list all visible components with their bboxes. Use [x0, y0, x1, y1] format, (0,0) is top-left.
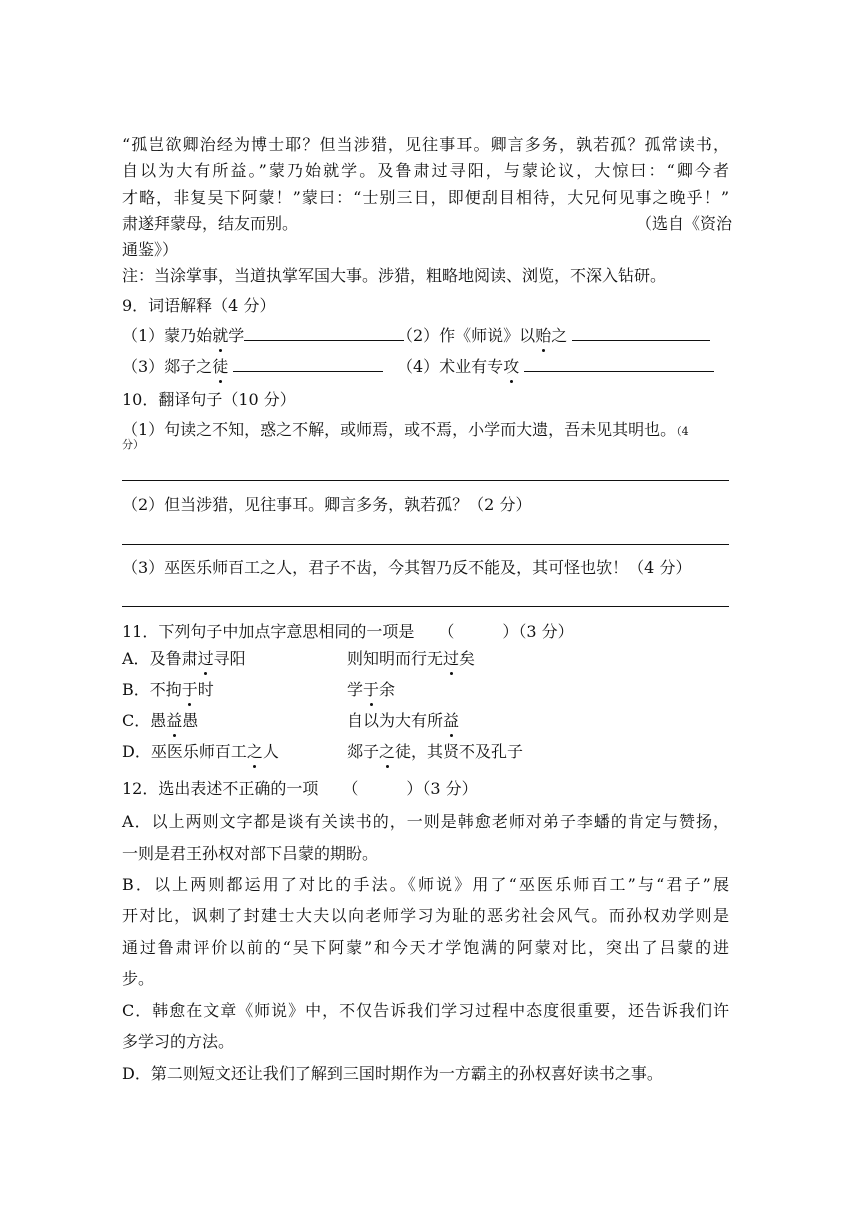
answer-blank[interactable]: [572, 326, 710, 341]
q10-sentence-1: （1）句读之不知，惑之不解，或师焉，或不焉，小学而大遗，吾未见其明也。（4: [122, 420, 689, 439]
q12-option-c: C．韩愈在文章《师说》中，不仅告诉我们学习过程中态度很重要，还告诉我们许: [122, 1001, 729, 1020]
passage-source: （选自《资治: [636, 214, 733, 233]
passage-line: 肃遂拜蒙母，结友而别。: [122, 214, 299, 233]
q11-option-a: A．及鲁肃过寻阳: [122, 649, 246, 668]
q12-option-b-cont: 开对比，讽刺了封建士大夫以向老师学习为耻的恶劣社会风气。而孙权劝学则是: [122, 906, 729, 925]
q12-option-b-cont: 通过鲁肃评价以前的“吴下阿蒙”和今天才学饱满的阿蒙对比，突出了吕蒙的进: [122, 938, 729, 957]
q9-item-3: （3）郯子之徒: [122, 356, 383, 378]
answer-line[interactable]: [122, 480, 729, 481]
passage-line: “孤岂欲卿治经为博士耶？但当涉猎，见往事耳。卿言多务，孰若孤？孤常读书，: [122, 135, 729, 154]
passage-line: 才略，非复吴下阿蒙！”蒙曰：“士别三日，即便刮目相待，大兄何见事之晚乎！”: [122, 188, 729, 207]
question-12-title: 12．选出表述不正确的一项 （ ）（3 分）: [122, 779, 478, 798]
passage-note: 注：当涂掌事，当道执掌军国大事。涉猎，粗略地阅读、浏览，不深入钻研。: [122, 266, 667, 285]
q12-option-b-cont: 步。: [122, 969, 155, 988]
q12-option-b: B．以上两则都运用了对比的手法。《师说》用了“巫医乐师百工”与“君子”展: [122, 875, 729, 894]
answer-blank[interactable]: [233, 357, 383, 372]
q10-sentence-3: （3）巫医乐师百工之人，君子不齿，今其智乃反不能及，其可怪也欤！（4 分）: [122, 558, 692, 577]
q12-option-c-cont: 多学习的方法。: [122, 1032, 235, 1051]
question-10-title: 10．翻译句子（10 分）: [122, 390, 296, 409]
q12-option-a-cont: 一则是君王孙权对部下吕蒙的期盼。: [122, 844, 379, 863]
answer-line[interactable]: [122, 544, 729, 545]
q9-item-2: （2）作《师说》以贻之: [397, 325, 710, 347]
answer-blank[interactable]: [244, 326, 404, 341]
q11-option-b: B．不拘于时: [122, 680, 214, 699]
q11-option-d: D．巫医乐师百工之人: [122, 742, 279, 761]
answer-line[interactable]: [122, 606, 729, 607]
q11-option-d-compare: 郯子之徒，其贤不及孔子: [347, 742, 524, 761]
question-9-title: 9．词语解释（4 分）: [122, 296, 276, 315]
q9-item-1: （1）蒙乃始就学: [122, 325, 404, 347]
answer-blank[interactable]: [524, 357, 714, 372]
passage-line: 自以为大有所益。”蒙乃始就学。及鲁肃过寻阳，与蒙论议，大惊曰：“卿今者: [122, 161, 729, 180]
q12-option-a: A．以上两则文字都是谈有关读书的，一则是韩愈老师对弟子李蟠的肯定与赞扬，: [122, 812, 729, 831]
question-11-title: 11．下列句子中加点字意思相同的一项是 （ ）（3 分）: [122, 622, 574, 641]
q12-option-d: D．第二则短文还让我们了解到三国时期作为一方霸主的孙权喜好读书之事。: [122, 1064, 663, 1083]
passage-source: 通鉴》）: [122, 240, 179, 259]
q11-option-c-compare: 自以为大有所益: [347, 711, 460, 730]
q11-option-b-compare: 学于余: [347, 680, 396, 699]
q10-score: 分）: [122, 438, 144, 451]
q10-sentence-2: （2）但当涉猎，见往事耳。卿言多务，孰若孤？（2 分）: [122, 495, 532, 514]
q11-option-a-compare: 则知明而行无过矣: [347, 649, 476, 668]
q9-item-4: （4）术业有专攻: [397, 356, 714, 378]
q11-option-c: C．愚益愚: [122, 711, 199, 730]
